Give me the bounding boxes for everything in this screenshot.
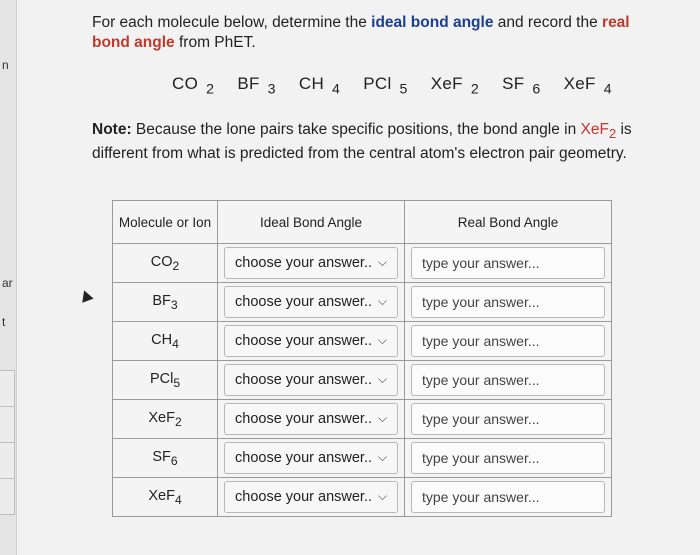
chevron-down-icon: ⌵: [377, 333, 387, 347]
formula: CO $_2$: [172, 74, 215, 98]
sidebar-cell: [0, 370, 15, 407]
intro-middle: and record the: [493, 14, 603, 31]
sidebar-fragment-text: t: [2, 315, 6, 329]
formula: PCl $_5$: [363, 74, 408, 98]
molecule-cell: PCl$_5$: [113, 361, 218, 400]
chevron-down-icon: ⌵: [377, 411, 387, 425]
table-row: [113, 322, 612, 361]
sidebar-cell: [0, 478, 15, 515]
chevron-down-icon: ⌵: [377, 489, 387, 503]
header-ideal: Ideal Bond Angle: [218, 201, 405, 244]
molecule-cell: XeF$_2$: [113, 400, 218, 439]
formula: XeF $_4$: [563, 74, 612, 98]
formula: XeF $_2$: [430, 74, 480, 98]
chevron-down-icon: ⌵: [377, 294, 387, 308]
real-angle-input[interactable]: type your answer...: [411, 481, 605, 513]
sidebar-fragment-text: n: [2, 58, 9, 72]
header-molecule: Molecule or Ion: [113, 201, 218, 244]
sidebar-cell: [0, 442, 15, 479]
ideal-angle-select[interactable]: choose your answer.. ⌵: [224, 403, 398, 435]
table-row: [113, 244, 612, 283]
table-row: [113, 400, 612, 439]
note-molecule: XeF$_2$: [580, 121, 617, 142]
molecule-cell: $CO_2$: [113, 244, 218, 283]
formula: CH $_4$: [298, 74, 341, 98]
sidebar-fragment-text: ar: [2, 276, 13, 290]
header-real: Real Bond Angle: [405, 201, 612, 244]
molecule-cell: $CH_4$: [113, 322, 218, 361]
ideal-angle-select[interactable]: choose your answer.. ⌵: [224, 481, 398, 513]
chevron-down-icon: ⌵: [377, 255, 387, 269]
note-text: is different from what is predicted from the central atom's electron pair geometry.: [92, 121, 632, 163]
table-header-row: [113, 201, 612, 244]
ideal-angle-select[interactable]: choose your answer.. ⌵: [224, 364, 398, 396]
note-paragraph: [92, 120, 632, 164]
table-row: [113, 439, 612, 478]
mouse-cursor-icon: [78, 288, 93, 302]
real-angle-input[interactable]: type your answer...: [411, 286, 605, 318]
bond-angle-table: [112, 200, 612, 517]
molecule-cell: $SF_6$: [113, 439, 218, 478]
intro-suffix: from PhET.: [174, 34, 256, 51]
formula: BF $_3$: [237, 74, 276, 98]
real-angle-input[interactable]: type your answer...: [411, 247, 605, 279]
real-angle-input[interactable]: type your answer...: [411, 364, 605, 396]
chevron-down-icon: ⌵: [377, 450, 387, 464]
real-bond-angle-text: real bond angle: [92, 14, 630, 51]
molecule-formula-list: [172, 74, 620, 97]
ideal-angle-select[interactable]: choose your answer.. ⌵: [224, 325, 398, 357]
formula: SF $_6$: [502, 74, 541, 98]
ideal-angle-select[interactable]: choose your answer.. ⌵: [224, 286, 398, 318]
note-label: Note:: [92, 121, 132, 138]
real-angle-input[interactable]: type your answer...: [411, 325, 605, 357]
instructions: [92, 13, 652, 53]
table-row: [113, 478, 612, 517]
ideal-angle-select[interactable]: choose your answer.. ⌵: [224, 247, 398, 279]
molecule-cell: $BF_3$: [113, 283, 218, 322]
table-row: [113, 361, 612, 400]
ideal-angle-select[interactable]: choose your answer.. ⌵: [224, 442, 398, 474]
real-angle-input[interactable]: type your answer...: [411, 403, 605, 435]
sidebar-cell: [0, 406, 15, 443]
real-angle-input[interactable]: type your answer...: [411, 442, 605, 474]
molecule-cell: XeF$_4$: [113, 478, 218, 517]
left-sidebar-fragment: [0, 0, 17, 555]
intro-prefix: For each molecule below, determine the: [92, 14, 372, 31]
note-text: Because the lone pairs take specific positions, the bond angle in: [131, 121, 581, 138]
table-row: [113, 283, 612, 322]
ideal-bond-angle-text: ideal bond angle: [371, 14, 494, 31]
chevron-down-icon: ⌵: [377, 372, 387, 386]
